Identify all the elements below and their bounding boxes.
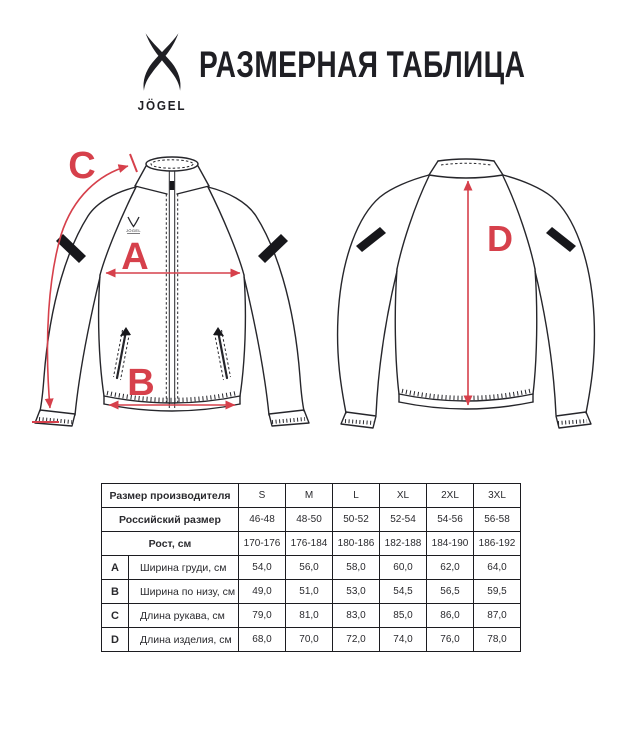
table-cell: S [239, 484, 286, 508]
row-label: Размер производителя [102, 484, 239, 508]
table-cell: 50-52 [333, 508, 380, 532]
dimension-label-c: C [68, 145, 96, 187]
table-cell: 182-188 [380, 532, 427, 556]
dimension-label-a: A [121, 236, 149, 278]
table-cell: 72,0 [333, 628, 380, 652]
table-cell: 62,0 [427, 556, 474, 580]
table-cell: 176-184 [286, 532, 333, 556]
table-cell: 48-50 [286, 508, 333, 532]
table-row-sleeve-length [102, 604, 521, 628]
table-row-bottom-width [102, 580, 521, 604]
table-cell: 51,0 [286, 580, 333, 604]
table-cell: 56,0 [286, 556, 333, 580]
table-cell: 60,0 [380, 556, 427, 580]
table-cell: 186-192 [474, 532, 521, 556]
brand-logo [131, 33, 193, 113]
table-row-russian-size [102, 508, 521, 532]
row-label: Длина рукава, см [129, 604, 239, 628]
dimension-label-b: B [127, 362, 155, 404]
shoulder-stripe [356, 227, 386, 252]
table-cell: 46-48 [239, 508, 286, 532]
brand-name: JÖGEL [137, 98, 187, 113]
table-cell: 76,0 [427, 628, 474, 652]
table-cell: 54,5 [380, 580, 427, 604]
table-cell: 87,0 [474, 604, 521, 628]
pocket-right [213, 327, 231, 380]
table-cell: 56-58 [474, 508, 521, 532]
table-cell: XL [380, 484, 427, 508]
table-cell: 86,0 [427, 604, 474, 628]
table-cell: 184-190 [427, 532, 474, 556]
table-cell: 3XL [474, 484, 521, 508]
table-cell: 64,0 [474, 556, 521, 580]
table-cell: 79,0 [239, 604, 286, 628]
table-cell: 170-176 [239, 532, 286, 556]
table-row-item-length [102, 628, 521, 652]
table-cell: 68,0 [239, 628, 286, 652]
table-row-chest-width [102, 556, 521, 580]
table-cell: 52-54 [380, 508, 427, 532]
table-cell: 180-186 [333, 532, 380, 556]
table-row-height [102, 532, 521, 556]
table-row-manufacturer-size [102, 484, 521, 508]
table-cell: 58,0 [333, 556, 380, 580]
table-cell: 81,0 [286, 604, 333, 628]
shoulder-stripe [258, 234, 288, 263]
table-cell: L [333, 484, 380, 508]
jacket-front-view [32, 145, 309, 426]
row-label: Ширина груди, см [129, 556, 239, 580]
row-key: A [102, 556, 129, 580]
row-key: B [102, 580, 129, 604]
table-cell: M [286, 484, 333, 508]
table-cell: 78,0 [474, 628, 521, 652]
chest-logo [126, 217, 141, 234]
page-title: РАЗМЕРНАЯ ТАБЛИЦА [199, 44, 526, 85]
dimension-arrow-c [47, 166, 128, 408]
row-label: Российский размер [102, 508, 239, 532]
table-cell: 83,0 [333, 604, 380, 628]
zipper-pull [170, 181, 174, 190]
table-cell: 56,5 [427, 580, 474, 604]
table-cell: 49,0 [239, 580, 286, 604]
table-cell: 2XL [427, 484, 474, 508]
size-diagram [0, 125, 624, 445]
chest-logo-text: JÖGEL [125, 228, 142, 233]
table-cell: 53,0 [333, 580, 380, 604]
table-cell: 54-56 [427, 508, 474, 532]
table-cell: 59,5 [474, 580, 521, 604]
size-table [101, 483, 521, 652]
table-cell: 54,0 [239, 556, 286, 580]
shoulder-stripe [546, 227, 576, 252]
row-label: Длина изделия, см [129, 628, 239, 652]
dimension-tick-c [130, 154, 137, 172]
jacket-back-view [338, 159, 595, 428]
row-label: Ширина по низу, см [129, 580, 239, 604]
row-key: C [102, 604, 129, 628]
table-cell: 85,0 [380, 604, 427, 628]
table-cell: 74,0 [380, 628, 427, 652]
jogel-logo-icon [139, 33, 185, 91]
table-cell: 70,0 [286, 628, 333, 652]
dimension-label-d: D [487, 218, 513, 259]
row-key: D [102, 628, 129, 652]
row-label: Рост, см [102, 532, 239, 556]
